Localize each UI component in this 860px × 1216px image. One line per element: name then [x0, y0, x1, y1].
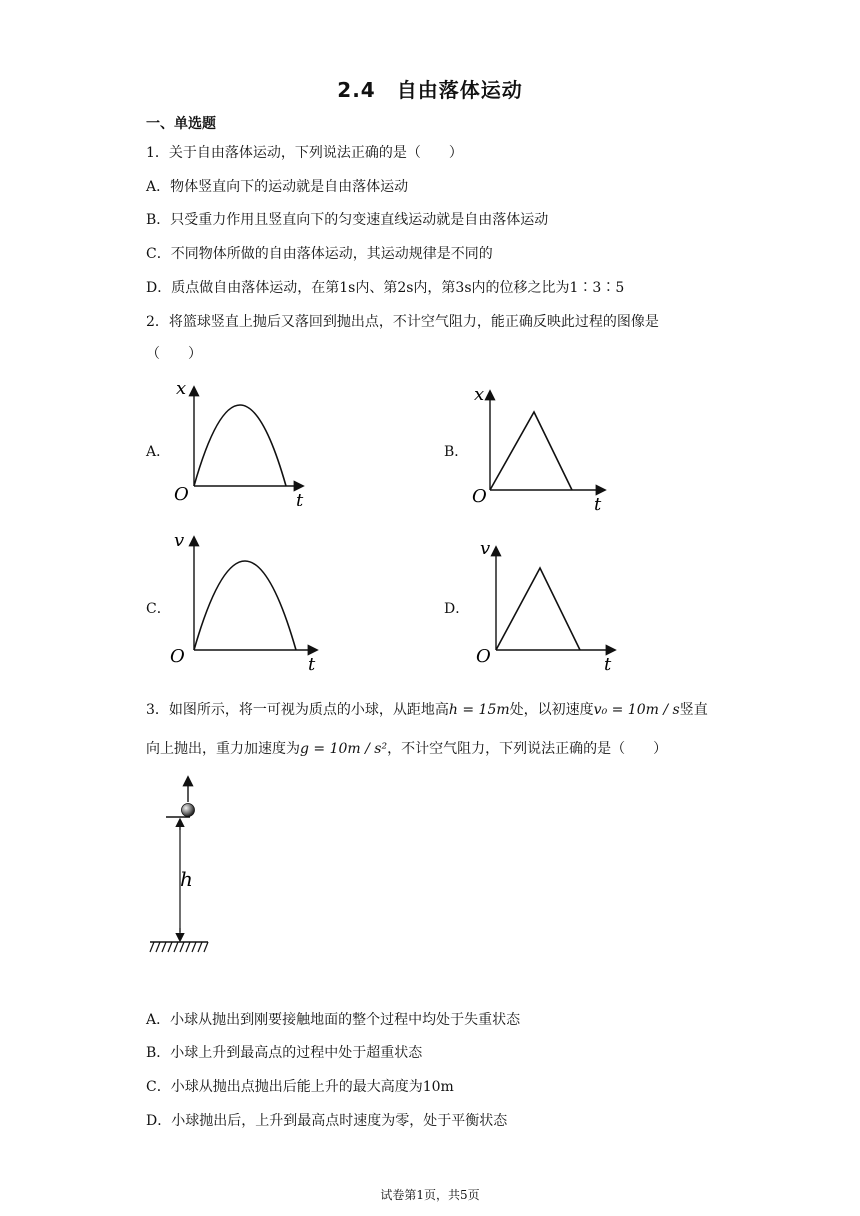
q1-stem: 1．关于自由落体运动，下列说法正确的是（ ） — [146, 145, 463, 161]
q3-stem-part2: 处，以初速度 — [509, 702, 594, 718]
q3-stem-line1 — [146, 699, 708, 719]
parabola-curve — [194, 561, 296, 650]
q2-option-c-label: C． — [146, 601, 171, 617]
page-footer: 试卷第1页，共5页 — [380, 1188, 480, 1202]
origin-label: O — [170, 646, 185, 667]
graph-b-xt-triangle — [468, 380, 618, 515]
q3-gravity-equation: g = 10m / s² — [300, 741, 388, 757]
x-axis-label: t — [296, 490, 304, 506]
graph-a-xt-parabola — [168, 376, 318, 506]
q1-option-b: B．只受重力作用且竖直向下的匀变速直线运动就是自由落体运动 — [146, 212, 549, 228]
ball-icon — [182, 804, 195, 817]
parabola-curve — [194, 405, 286, 486]
q2-option-d-label: D． — [444, 601, 470, 617]
y-axis-label: x — [474, 384, 485, 405]
q3-stem-line2-part1: 向上抛出，重力加速度为 — [146, 741, 300, 757]
height-label: h — [180, 867, 193, 891]
x-axis-label: t — [308, 654, 316, 673]
y-axis-label: v — [174, 530, 185, 551]
section-heading: 一、单选题 — [146, 116, 216, 132]
ground-hatching — [150, 942, 208, 952]
q3-stem-line2-part2: ，不计空气阻力，下列说法正确的是（ ） — [387, 741, 668, 757]
q2-option-a-label: A． — [146, 444, 171, 460]
q3-stem-part1: 3．如图所示，将一可视为质点的小球，从距地高 — [146, 702, 449, 718]
q2-stem-line2: （ ） — [146, 346, 202, 362]
q1-option-d: D．质点做自由落体运动，在第1s内、第2s内，第3s内的位移之比为1∶3∶5 — [146, 280, 625, 296]
graph-c-vt-parabola — [168, 528, 328, 673]
y-axis-label: v — [480, 538, 491, 559]
q3-height-equation: h = 15m — [448, 702, 510, 718]
q3-option-b: B．小球上升到最高点的过程中处于超重状态 — [146, 1045, 423, 1061]
q3-velocity-equation: v₀ = 10m / s — [593, 702, 680, 718]
triangle-path — [496, 568, 580, 650]
q2-stem-line1: 2．将篮球竖直上抛后又落回到抛出点，不计空气阻力，能正确反映此过程的图像是 — [146, 314, 659, 330]
graph-d-vt-triangle — [472, 536, 622, 676]
q3-option-a: A．小球从抛出到刚要接触地面的整个过程中均处于失重状态 — [146, 1012, 521, 1028]
x-axis-label: t — [594, 494, 602, 515]
q3-stem-part3: 竖直 — [679, 702, 708, 718]
triangle-path — [490, 412, 572, 490]
origin-label: O — [472, 486, 487, 507]
q3-option-c: C．小球从抛出点抛出后能上升的最大高度为10m — [146, 1079, 454, 1095]
q1-option-c: C．不同物体所做的自由落体运动，其运动规律是不同的 — [146, 246, 493, 262]
q3-option-d: D．小球抛出后，上升到最高点时速度为零，处于平衡状态 — [146, 1113, 508, 1129]
q3-ball-height-figure — [146, 770, 226, 960]
q1-option-a: A．物体竖直向下的运动就是自由落体运动 — [146, 179, 409, 195]
q3-stem-line2 — [146, 738, 667, 758]
origin-label: O — [476, 646, 491, 667]
x-axis-label: t — [604, 654, 612, 675]
q2-option-b-label: B． — [444, 444, 469, 460]
page-title: 2.4 自由落体运动 — [337, 78, 523, 102]
y-axis-label: x — [176, 378, 187, 399]
origin-label: O — [174, 484, 189, 505]
